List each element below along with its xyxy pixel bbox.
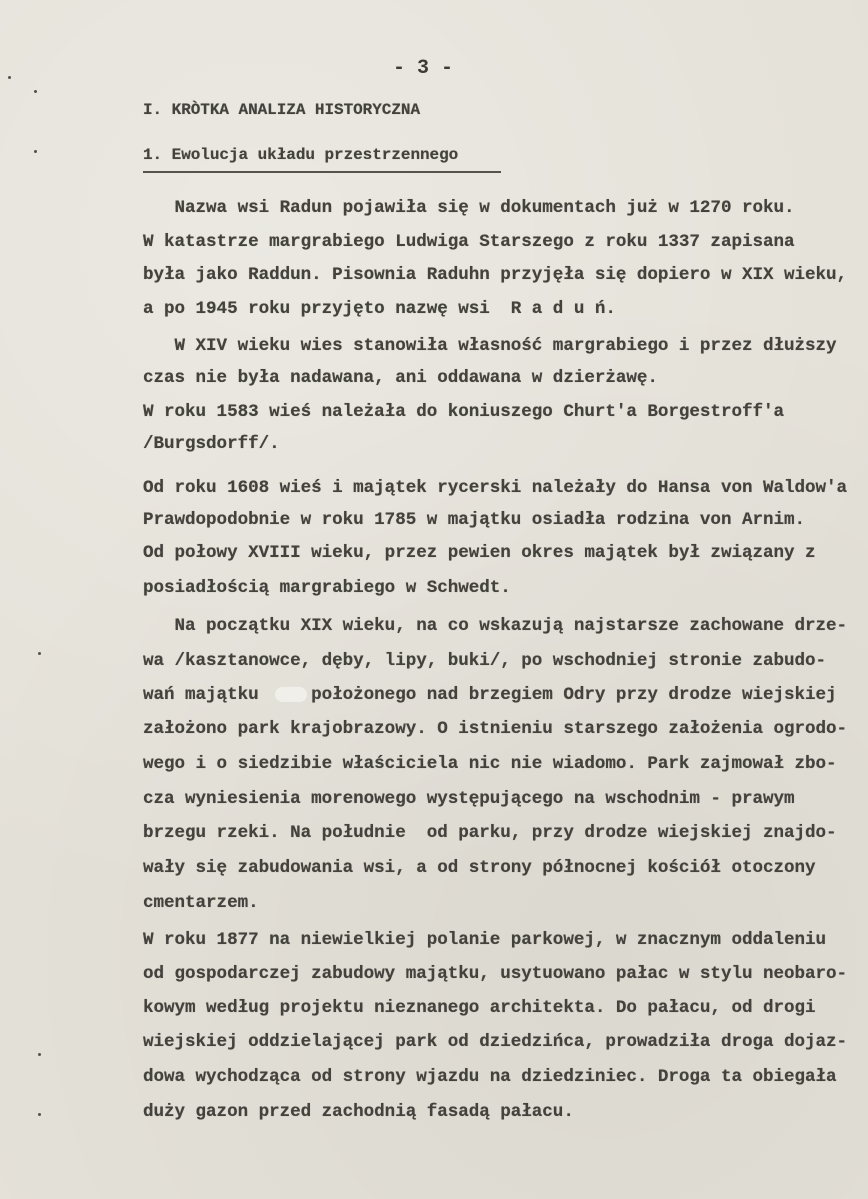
text-line: kowym według projektu nieznanego architekta. Do pałacu, od drogi <box>143 998 816 1018</box>
text-line: W roku 1877 na niewielkiej polanie parkowej, w znacznym oddaleniu <box>143 930 827 950</box>
text-line: /Burgsdorff/. <box>143 434 280 454</box>
margin-mark <box>38 652 41 655</box>
text-line: Na początku XIX wieku, na co wskazują najstarsze zachowane drze- <box>143 616 848 636</box>
section-heading: 1. Ewolucja układu przestrzennego <box>143 146 459 164</box>
text-line: wań majątku położonego nad brzegiem Odry przy drodze wiejskiej <box>143 685 837 705</box>
text-line: posiadłością margrabiego w Schwedt. <box>143 578 511 598</box>
page-number: - 3 - <box>393 57 454 80</box>
text-line: W roku 1583 wieś należała do koniuszego Churt'a Borgestroff'a <box>143 402 784 422</box>
chapter-heading: I. KRÒTKA ANALIZA HISTORYCZNA <box>143 101 420 119</box>
text-line: od gospodarczej zabudowy majątku, usytuowano pałac w stylu neobaro- <box>143 964 848 984</box>
text-line: a po 1945 roku przyjęto nazwę wsi R a d u ń. <box>143 299 616 319</box>
text-line: brzegu rzeki. Na południe od parku, przy drodze wiejskiej znajdo- <box>143 823 837 843</box>
margin-mark <box>8 76 11 79</box>
margin-mark <box>34 90 37 93</box>
text-line: wały się zabudowania wsi, a od strony północnej kościół otoczony <box>143 858 816 878</box>
text-line: Od połowy XVIII wieku, przez pewien okres majątek był związany z <box>143 543 816 563</box>
text-line: była jako Raddun. Pisownia Raduhn przyjęła się dopiero w XIX wieku, <box>143 265 848 285</box>
text-line: wego i o siedzibie właściciela nic nie wiadomo. Park zajmował zbo- <box>143 754 837 774</box>
text-line: Od roku 1608 wieś i majątek rycerski należały do Hansa von Waldow'a <box>143 478 848 498</box>
text-line: wiejskiej oddzielającej park od dziedzińca, prowadziła droga dojaz- <box>143 1032 848 1052</box>
text-line: dowa wychodząca od strony wjazdu na dziedziniec. Droga ta obiegała <box>143 1067 837 1087</box>
text-line: założono park krajobrazowy. O istnieniu starszego założenia ogrodo- <box>143 719 848 739</box>
text-line: wa /kasztanowce, dęby, lipy, buki/, po wschodniej stronie zabudo- <box>143 651 827 671</box>
text-line: cmentarzem. <box>143 893 259 913</box>
text-line: czas nie była nadawana, ani oddawana w dzierżawę. <box>143 368 658 388</box>
section-heading-underline <box>143 171 501 173</box>
margin-mark <box>34 150 37 153</box>
text-line: W katastrze margrabiego Ludwiga Starszego z roku 1337 zapisana <box>143 232 795 252</box>
text-line: cza wyniesienia morenowego występującego na wschodnim - prawym <box>143 789 795 809</box>
margin-mark <box>38 1113 41 1116</box>
text-line: Nazwa wsi Radun pojawiła się w dokumentach już w 1270 roku. <box>143 198 795 218</box>
margin-mark <box>38 1053 41 1056</box>
text-line: duży gazon przed zachodnią fasadą pałacu. <box>143 1102 574 1122</box>
text-line: Prawdopodobnie w roku 1785 w majątku osiadła rodzina von Arnim. <box>143 510 806 530</box>
text-line: W XIV wieku wies stanowiła własność margrabiego i przez dłuższy <box>143 336 837 356</box>
